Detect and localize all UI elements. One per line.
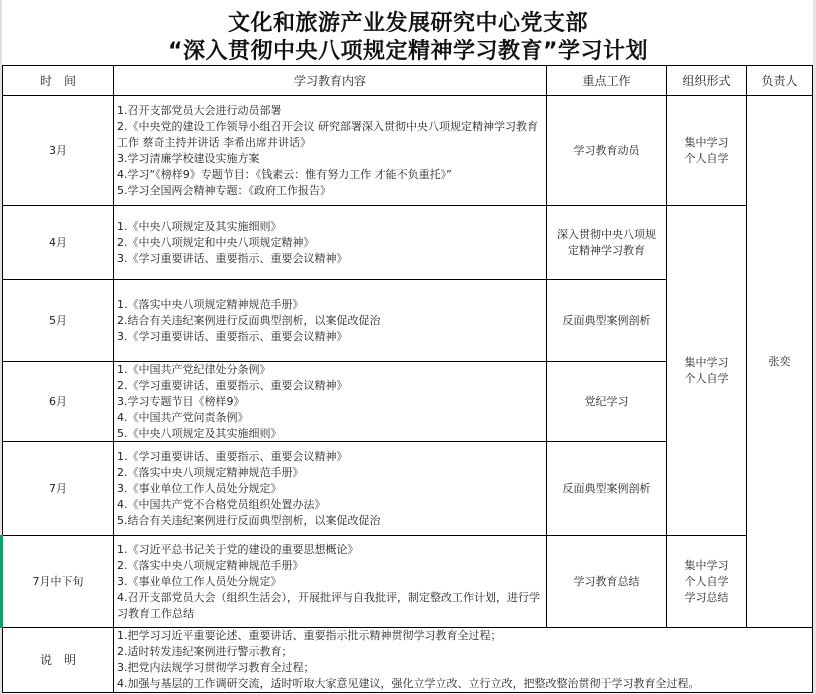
document-subtitle: “深入贯彻中央八项规定精神学习教育”学习计划 <box>168 39 648 64</box>
row-focus-may[interactable]: 反面典型案例剖析 <box>546 279 667 362</box>
content-item: 5.结合有关违纪案例进行反面典型剖析，以案促改促治 <box>117 513 381 527</box>
content-item: 2.《中央党的建设工作领导小组召开会议 研究部署深入贯彻中央八项规定精神学习教育工作 蔡奇主持并讲话 李希出席并讲话》 <box>117 119 538 149</box>
row-form-late-july[interactable] <box>666 535 747 628</box>
row-time-march[interactable]: 3月 <box>2 95 114 206</box>
form-line: 集中学习 <box>684 135 729 149</box>
form-line: 个人自学 <box>684 371 729 385</box>
content-item: 5.学习全国两会精神专题：《政府工作报告》 <box>117 183 331 197</box>
row-selection-marker <box>0 535 3 628</box>
row-time-may[interactable]: 5月 <box>2 279 114 362</box>
content-item: 4.学习“《榜样9》专题节目：《钱素云：惟有努力工作 才能不负重托》” <box>117 167 452 181</box>
row-focus-april[interactable]: 深入贯彻中央八项规定精神学习教育 <box>546 205 667 280</box>
content-item: 5.《中央八项规定及其实施细则》 <box>117 426 282 440</box>
row-time-july[interactable]: 7月 <box>2 441 114 536</box>
content-item: 4.召开支部党员大会（组织生活会），开展批评与自我批评，制定整改工作计划，进行学习教育工作总结 <box>117 590 540 620</box>
row-focus-march[interactable]: 学习教育动员 <box>546 95 667 206</box>
content-item: 2.《落实中央八项规定精神规范手册》 <box>117 558 304 572</box>
content-item: 4.《中国共产党不合格党员组织处置办法》 <box>117 497 326 511</box>
notes-content[interactable] <box>113 627 813 693</box>
row-content-april[interactable] <box>113 205 547 280</box>
row-content-june[interactable] <box>113 361 547 442</box>
row-form-march[interactable] <box>666 95 747 206</box>
note-item: 2.适时转发违纪案例进行警示教育； <box>117 645 293 658</box>
content-item: 3.《学习重要讲话、重要指示、重要会议精神》 <box>117 251 348 265</box>
content-item: 3.学习专题节目《榜样9》 <box>117 394 245 408</box>
content-item: 2.《落实中央八项规定精神规范手册》 <box>117 465 304 479</box>
row-time-june[interactable]: 6月 <box>2 361 114 442</box>
row-form-apr-jul[interactable] <box>666 205 747 536</box>
row-content-july[interactable] <box>113 441 547 536</box>
notes-label[interactable]: 说 明 <box>2 627 114 693</box>
content-item: 1.《学习重要讲话、重要指示、重要会议精神》 <box>117 449 348 463</box>
content-item: 3.学习清廉学校建设实施方案 <box>117 151 260 165</box>
content-item: 3.《事业单位工作人员处分规定》 <box>117 481 282 495</box>
content-item: 1.《习近平总书记关于党的建设的重要思想概论》 <box>117 542 359 556</box>
header-form[interactable]: 组织形式 <box>666 65 747 96</box>
owner-cell[interactable]: 张奕 <box>746 95 813 628</box>
document-title: 文化和旅游产业发展研究中心党支部 <box>227 11 588 36</box>
row-time-april[interactable]: 4月 <box>2 205 114 280</box>
note-item: 3.把党内法规学习贯彻学习教育全过程； <box>117 661 315 674</box>
form-line: 集中学习 <box>684 558 729 572</box>
header-time[interactable]: 时 间 <box>2 65 114 96</box>
form-line: 个人自学 <box>684 574 729 588</box>
content-item: 1.召开支部党员大会进行动员部署 <box>117 103 282 117</box>
header-owner[interactable]: 负责人 <box>746 65 813 96</box>
row-content-late-july[interactable] <box>113 535 547 628</box>
form-line: 集中学习 <box>684 355 729 369</box>
row-time-late-july[interactable]: 7月中下旬 <box>2 535 114 628</box>
row-content-march[interactable] <box>113 95 547 206</box>
form-line: 个人自学 <box>684 151 729 165</box>
content-item: 3.《事业单位工作人员处分规定》 <box>117 574 282 588</box>
content-item: 4.《中国共产党问责条例》 <box>117 410 249 424</box>
header-content[interactable]: 学习教育内容 <box>113 65 547 96</box>
content-item: 2.《学习重要讲话、重要指示、重要会议精神》 <box>117 378 348 392</box>
content-item: 1.《落实中央八项规定精神规范手册》 <box>117 297 304 311</box>
row-focus-june[interactable]: 党纪学习 <box>546 361 667 442</box>
content-item: 1.《中央八项规定及其实施细则》 <box>117 219 282 233</box>
content-item: 2.《中央八项规定和中央八项规定精神》 <box>117 235 315 249</box>
row-content-may[interactable] <box>113 279 547 362</box>
content-item: 3.《学习重要讲话、重要指示、重要会议精神》 <box>117 329 348 343</box>
row-focus-late-july[interactable]: 学习教育总结 <box>546 535 667 628</box>
header-focus[interactable]: 重点工作 <box>546 65 667 96</box>
content-item: 1.《中国共产党纪律处分条例》 <box>117 362 271 376</box>
row-focus-july[interactable]: 反面典型案例剖析 <box>546 441 667 536</box>
content-item: 2.结合有关违纪案例进行反面典型剖析，以案促改促治 <box>117 313 381 327</box>
form-line: 学习总结 <box>684 590 729 604</box>
note-item: 1.把学习习近平重要论述、重要讲话、重要指示批示精神贯彻学习教育全过程； <box>117 629 502 642</box>
note-item: 4.加强与基层的工作调研交流，适时听取大家意见建议，强化立学立改、立行立改，把整改整治贯彻于学习教育全过程。 <box>117 677 700 690</box>
